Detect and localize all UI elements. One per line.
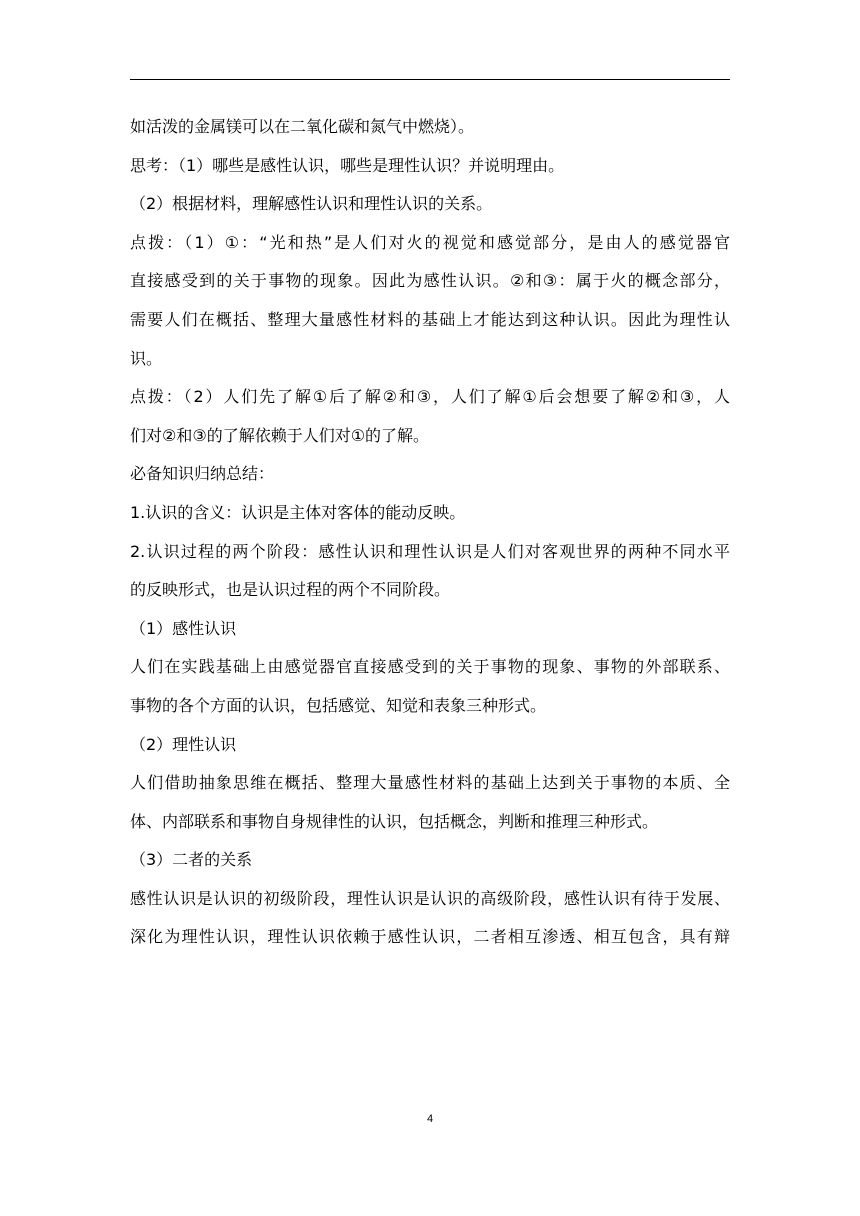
hint-1-line: 需要人们在概括、整理大量感性材料的基础上才能达到这种认识。因此为理性认: [130, 309, 730, 329]
think-question-1: 思考：（1）哪些是感性认识，哪些是理性认识？并说明理由。: [130, 155, 565, 175]
section-perceptual-title: （1）感性认识: [130, 618, 237, 638]
section-relation-line: 深化为理性认识，理性认识依赖于感性认识，二者相互渗透、相互包含，具有辩: [130, 927, 730, 947]
point-1: 1.认识的含义：认识是主体对客体的能动反映。: [130, 502, 466, 522]
hint-1-line: 识。: [130, 348, 163, 368]
page-body: [130, 108, 730, 957]
header-rule: [130, 79, 730, 80]
summary-title: 必备知识归纳总结：: [130, 464, 275, 484]
point-2-line: 的反映形式，也是认识过程的两个不同阶段。: [130, 580, 451, 600]
section-relation-title: （3）二者的关系: [130, 850, 253, 870]
section-perceptual-line: 事物的各个方面的认识，包括感觉、知觉和表象三种形式。: [130, 695, 547, 715]
hint-2-line: 点拨：（2）人们先了解①后了解②和③，人们了解①后会想要了解②和③，人: [130, 387, 730, 407]
hint-1-line: 直接感受到的关于事物的现象。因此为感性认识。②和③：属于火的概念部分，: [130, 271, 730, 291]
section-rational-line: 人们借助抽象思维在概括、整理大量感性材料的基础上达到关于事物的本质、全: [130, 773, 730, 793]
hint-2-line: 们对②和③的了解依赖于人们对①的了解。: [130, 425, 430, 445]
section-rational-title: （2）理性认识: [130, 734, 237, 754]
hint-1-line: 点拨：（1）①：“光和热”是人们对火的视觉和感觉部分，是由人的感觉器官: [130, 232, 730, 252]
think-question-2: （2）根据材料，理解感性认识和理性认识的关系。: [130, 194, 493, 214]
section-rational-line: 体、内部联系和事物自身规律性的认识，包括概念，判断和推理三种形式。: [130, 811, 659, 831]
continuation-text: 如活泼的金属镁可以在二氧化碳和氮气中燃烧）。: [130, 117, 475, 136]
section-perceptual-line: 人们在实践基础上由感觉器官直接感受到的关于事物的现象、事物的外部联系、: [130, 657, 730, 677]
section-relation-line: 感性认识是认识的初级阶段，理性认识是认识的高级阶段，感性认识有待于发展、: [130, 888, 730, 908]
page-number: 4: [426, 1113, 434, 1125]
point-2-line: 2.认识过程的两个阶段：感性认识和理性认识是人们对客观世界的两种不同水平: [130, 541, 730, 561]
